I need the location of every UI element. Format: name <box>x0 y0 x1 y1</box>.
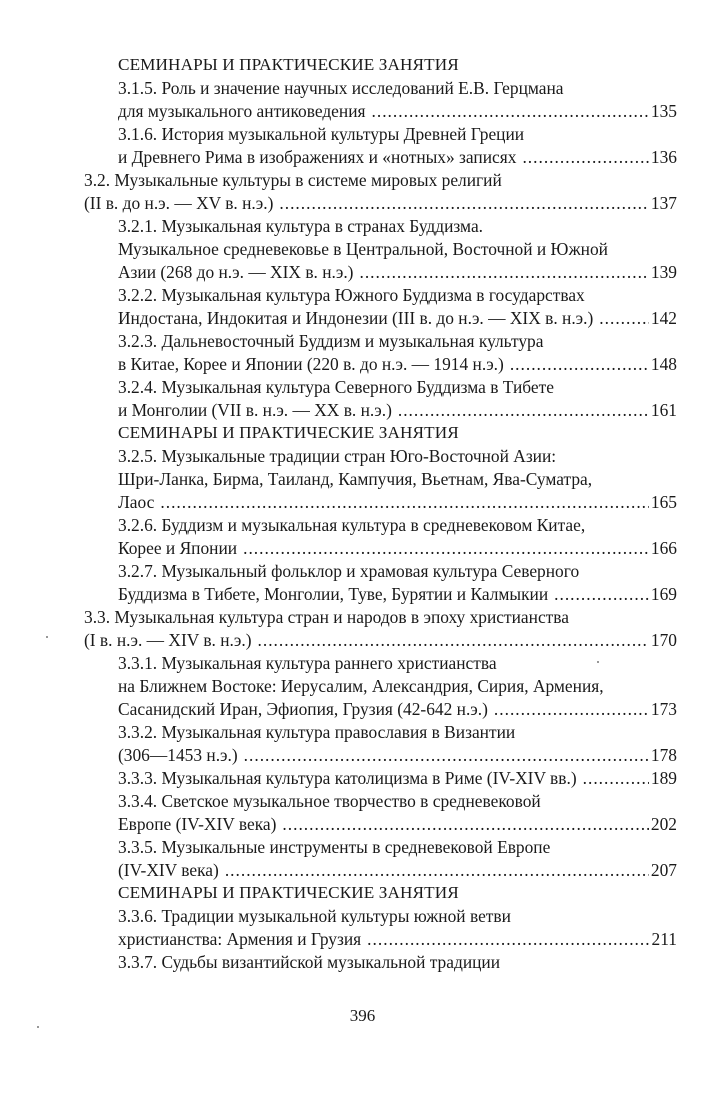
scan-speck <box>597 661 599 663</box>
toc-leader-dots <box>494 694 649 724</box>
toc-entry-title: (II в. до н.э. — XV в. н.э.) <box>84 193 274 213</box>
toc-page-number: 207 <box>650 860 677 880</box>
toc-entry-title: Европе (IV-XIV века) <box>118 814 277 834</box>
toc-entry-title: 3.3.7. Судьбы византийской музыкальной традиции <box>118 952 501 972</box>
toc-entry-title: 3.2.6. Буддизм и музыкальная культура в средневековом Китае, <box>118 515 586 535</box>
scan-speck <box>37 1026 39 1028</box>
toc-entry-title: 3.3.2. Музыкальная культура православия в Византии <box>118 722 516 742</box>
toc-entry-title: 3.2.1. Музыкальная культура в странах Буддизма. <box>118 216 484 236</box>
toc-entry-title: на Ближнем Востоке: Иерусалим, Александрия, Сирия, Армения, <box>118 676 604 696</box>
toc-page-number: 148 <box>650 354 677 374</box>
toc-entry-title: для музыкального антиковедения <box>118 101 366 121</box>
toc-entry-title: 3.2. Музыкальные культуры в системе мировых религий <box>84 170 502 190</box>
toc-page-number: 139 <box>650 262 677 282</box>
toc-page-number: 136 <box>650 147 677 167</box>
toc-page-number: 161 <box>650 400 677 420</box>
toc-entry-title: 3.2.5. Музыкальные традиции стран Юго-Восточной Азии: <box>118 446 557 466</box>
toc-entry-title: Сасанидский Иран, Эфиопия, Грузия (42-642 н.э.) <box>118 699 488 719</box>
toc-entry-title: 3.3.4. Светское музыкальное творчество в средневековой <box>118 791 541 811</box>
toc-page-number: 135 <box>650 101 677 121</box>
toc-entry-title: Корее и Японии <box>118 538 238 558</box>
toc-entry-title: 3.2.4. Музыкальная культура Северного Буддизма в Тибете <box>118 377 554 397</box>
toc-entry-title: Шри-Ланка, Бирма, Таиланд, Кампучия, Вьетнам, Ява-Суматра, <box>118 469 593 489</box>
toc-entry-title: Лаос <box>118 492 155 512</box>
toc-entry-title: Музыкальное средневековье в Центральной, Восточной и Южной <box>118 239 608 259</box>
toc-entry-title: 3.2.3. Дальневосточный Буддизм и музыкальная культура <box>118 331 544 351</box>
toc-entry-title: в Китае, Корее и Японии (220 в. до н.э. — 1914 н.э.) <box>118 354 504 374</box>
scan-speck <box>46 636 48 638</box>
toc-entry-title: 3.2.7. Музыкальный фольклор и храмовая культура Северного <box>118 561 580 581</box>
toc-page-number: 165 <box>650 492 677 512</box>
toc-entry-title: (306—1453 н.э.) <box>118 745 238 765</box>
toc-entry-title: Буддизма в Тибете, Монголии, Туве, Бурятии и Калмыкии <box>118 584 549 604</box>
toc-entry-title: СЕМИНАРЫ И ПРАКТИЧЕСКИЕ ЗАНЯТИЯ <box>118 883 459 902</box>
toc-text-line <box>118 947 500 977</box>
toc-page-number: 170 <box>650 630 677 650</box>
toc-entry-title: СЕМИНАРЫ И ПРАКТИЧЕСКИЕ ЗАНЯТИЯ <box>118 423 459 442</box>
toc-page-number: 189 <box>650 768 677 788</box>
toc-page-number: 211 <box>651 929 677 949</box>
toc-entry-title: 3.3.5. Музыкальные инструменты в средневековой Европе <box>118 837 551 857</box>
toc-page-number: 166 <box>650 538 677 558</box>
toc-entry-title: (IV-XIV века) <box>118 860 219 880</box>
toc-entry-title: Азии (268 до н.э. — XIX в. н.э.) <box>118 262 354 282</box>
toc-entry-title: 3.1.5. Роль и значение научных исследований Е.В. Герцмана <box>118 78 564 98</box>
toc-entry-title: Индостана, Индокитая и Индонезии (III в. до н.э. — XIX в. н.э.) <box>118 308 594 328</box>
toc-entry-title: и Древнего Рима в изображениях и «нотных» записях <box>118 147 517 167</box>
toc-entry-title: христианства: Армения и Грузия <box>118 929 362 949</box>
toc-leader-dots <box>599 303 649 333</box>
toc-page-number: 202 <box>650 814 677 834</box>
toc-page-number: 178 <box>650 745 677 765</box>
page-number: 396 <box>349 1006 376 1025</box>
toc-entry-title: СЕМИНАРЫ И ПРАКТИЧЕСКИЕ ЗАНЯТИЯ <box>118 55 459 74</box>
toc-entry-title: 3.3. Музыкальная культура стран и народов в эпоху христианства <box>84 607 569 627</box>
toc-page-number: 173 <box>650 699 677 719</box>
toc-leader-dots <box>583 763 649 793</box>
toc-entry-title: 3.1.6. История музыкальной культуры Древней Греции <box>118 124 525 144</box>
toc-entry-title: 3.2.2. Музыкальная культура Южного Буддизма в государствах <box>118 285 585 305</box>
toc-entry-title: 3.3.3. Музыкальная культура католицизма в Риме (IV-XIV вв.) <box>118 768 577 788</box>
toc-page-number: 142 <box>650 308 677 328</box>
toc-leader-dots <box>522 142 648 172</box>
toc-entry-title: 3.3.1. Музыкальная культура раннего христианства <box>118 653 497 673</box>
toc-entry-title: 3.3.6. Традиции музыкальной культуры южной ветви <box>118 906 511 926</box>
toc-entry-title: (I в. н.э. — XIV в. н.э.) <box>84 630 252 650</box>
toc-entry-title: и Монголии (VII в. н.э. — XX в. н.э.) <box>118 400 392 420</box>
toc-page-number: 137 <box>650 193 677 213</box>
toc-page-number: 169 <box>650 584 677 604</box>
